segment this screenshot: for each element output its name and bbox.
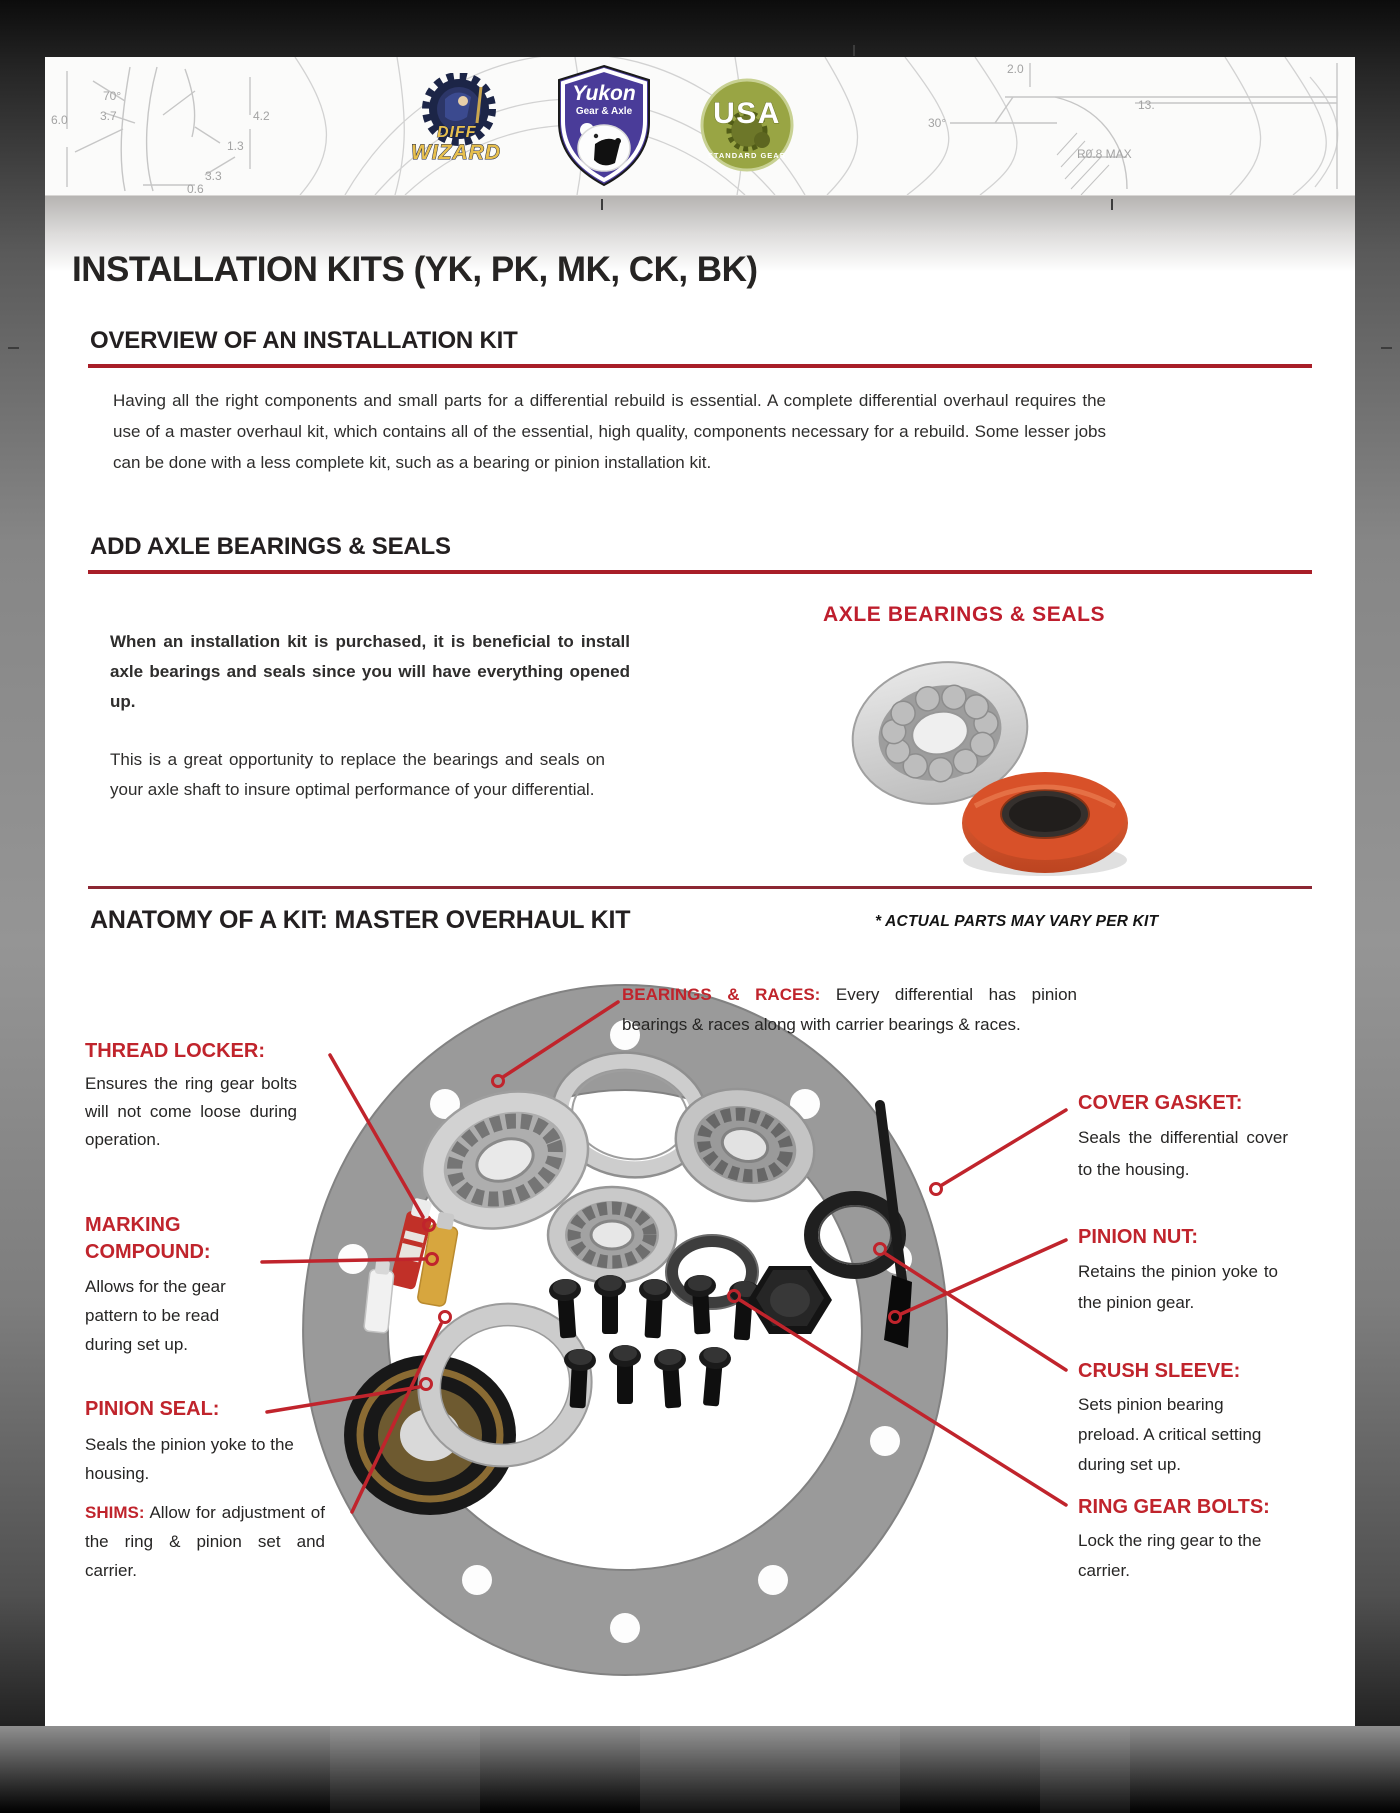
pinion-silhouette (754, 132, 770, 148)
callout-cover-gasket-label: COVER GASKET: (1078, 1092, 1243, 1114)
bear-eye (594, 134, 598, 138)
right-drawing-dims (928, 62, 1155, 161)
axle-seal (962, 772, 1128, 873)
dim-label: 6.0 (51, 113, 68, 127)
footer-sheen (640, 1726, 900, 1813)
yukon-sub: Gear & Axle (575, 106, 633, 117)
callout-cover-gasket-text: Seals the differential cover to the housing. (1078, 1128, 1288, 1179)
dim-label: 70° (103, 89, 122, 103)
callout-ring-gear-bolts-text: Lock the ring gear to the carrier. (1078, 1531, 1262, 1580)
footer-sheen (330, 1726, 480, 1813)
axle-heading: ADD AXLE BEARINGS & SEALS (90, 533, 451, 560)
dim-label: R0.8 MAX (1077, 147, 1132, 161)
callout-pinion-nut-label: PINION NUT: (1078, 1226, 1198, 1248)
yukon-name: Yukon (572, 82, 636, 105)
callout-shims-text: Allow for adjustment of the ring & pinion set and carrier. (85, 1503, 325, 1580)
diff-wizard-text-bottom: WIZARD (411, 141, 501, 164)
page-footer (0, 1726, 1400, 1813)
callout-pinion-nut-text: Retains the pinion yoke to the pinion gear. (1078, 1262, 1278, 1312)
left-drawing-dims (51, 89, 270, 195)
dim-label: 3.3 (205, 169, 222, 183)
callout-crush-sleeve-text: Sets pinion bearing preload. A critical setting during set up. (1078, 1395, 1262, 1474)
axle-photo-heading: AXLE BEARINGS & SEALS (823, 603, 1106, 626)
master-overhaul-kit-photo (280, 940, 980, 1720)
axle-rule (88, 570, 1312, 574)
registration-mark (1381, 347, 1392, 349)
diff-wizard-logo (397, 73, 509, 173)
page-title: INSTALLATION KITS (YK, PK, MK, CK, BK) (72, 250, 758, 289)
yukon-gear-axle-logo (557, 64, 652, 188)
bear-nose (615, 138, 621, 144)
dim-label: 1.3 (227, 139, 244, 153)
overview-paragraph: Having all the right components and small parts for a differential rebuild is essential. A complete differential overhaul requires the use of a master overhaul kit, which contains all of the essential, high quality, components necessary for a rebuild. Some lesser jobs can be done with a less complete kit, such as a bearing or pinion installation kit. (113, 391, 1106, 472)
dim-label: 4.2 (253, 109, 270, 123)
axle-bearing-seal-photo (840, 648, 1140, 888)
callout-shims (85, 1498, 325, 1585)
standard-gear-text: STANDARD GEAR (707, 151, 787, 160)
hatch-lines (1057, 133, 1109, 195)
wizard-face (458, 96, 468, 106)
callout-bearings-races-text: Every differential has pinion bearings & races along with carrier bearings & races. (622, 985, 1077, 1034)
registration-mark (601, 199, 603, 210)
dim-label: 30° (928, 116, 947, 130)
section-divider (88, 886, 1312, 889)
callout-thread-locker-label: THREAD LOCKER: (85, 1040, 265, 1062)
callout-thread-locker-text: Ensures the ring gear bolts will not come loose during operation. (85, 1074, 297, 1149)
registration-mark (1111, 199, 1113, 210)
anatomy-heading: ANATOMY OF A KIT: MASTER OVERHAUL KIT (90, 906, 631, 934)
anatomy-note: * ACTUAL PARTS MAY VARY PER KIT (875, 913, 1159, 930)
dim-label: 13. (1138, 98, 1155, 112)
callout-bearings-races-label: BEARINGS & RACES: (622, 985, 821, 1004)
kit-cover-gasket (303, 985, 947, 1675)
footer-sheen (1040, 1726, 1130, 1813)
kit-bearing-center (548, 1187, 676, 1283)
dim-label: 3.7 (100, 109, 117, 123)
kit-pinion-nut (748, 1266, 832, 1334)
registration-mark (853, 45, 855, 56)
usa-text: USA (713, 97, 781, 130)
callout-crush-sleeve-label: CRUSH SLEEVE: (1078, 1360, 1241, 1382)
callout-pinion-seal-text: Seals the pinion yoke to the housing. (85, 1435, 294, 1483)
callout-marking-compound-label: MARKING COMPOUND: (85, 1214, 211, 1263)
dim-label: 0.6 (187, 182, 204, 195)
usa-standard-gear-logo (700, 78, 794, 172)
axle-body-paragraph: This is a great opportunity to replace the bearings and seals on your axle shaft to insure optimal performance of your differential. (110, 750, 605, 799)
axle-bold-paragraph: When an installation kit is purchased, it is beneficial to install axle bearings and seals since you will have everything opened up. (110, 632, 630, 711)
right-drawing-lines (950, 63, 1337, 189)
diff-wizard-text-top: DIFF (437, 124, 477, 141)
overview-heading: OVERVIEW OF AN INSTALLATION KIT (90, 327, 518, 354)
left-drawing-lines (67, 67, 250, 191)
callout-pinion-seal-label: PINION SEAL: (85, 1398, 220, 1420)
callout-shims-label: SHIMS: (85, 1503, 145, 1522)
callout-bearings-races (622, 980, 1077, 1040)
overview-rule (88, 364, 1312, 368)
header-band (45, 57, 1355, 196)
callout-ring-gear-bolts-label: RING GEAR BOLTS: (1078, 1496, 1270, 1518)
registration-mark (8, 347, 19, 349)
dim-label: 2.0 (1007, 62, 1024, 76)
callout-marking-compound-text: Allows for the gear pattern to be read during set up. (85, 1277, 226, 1354)
